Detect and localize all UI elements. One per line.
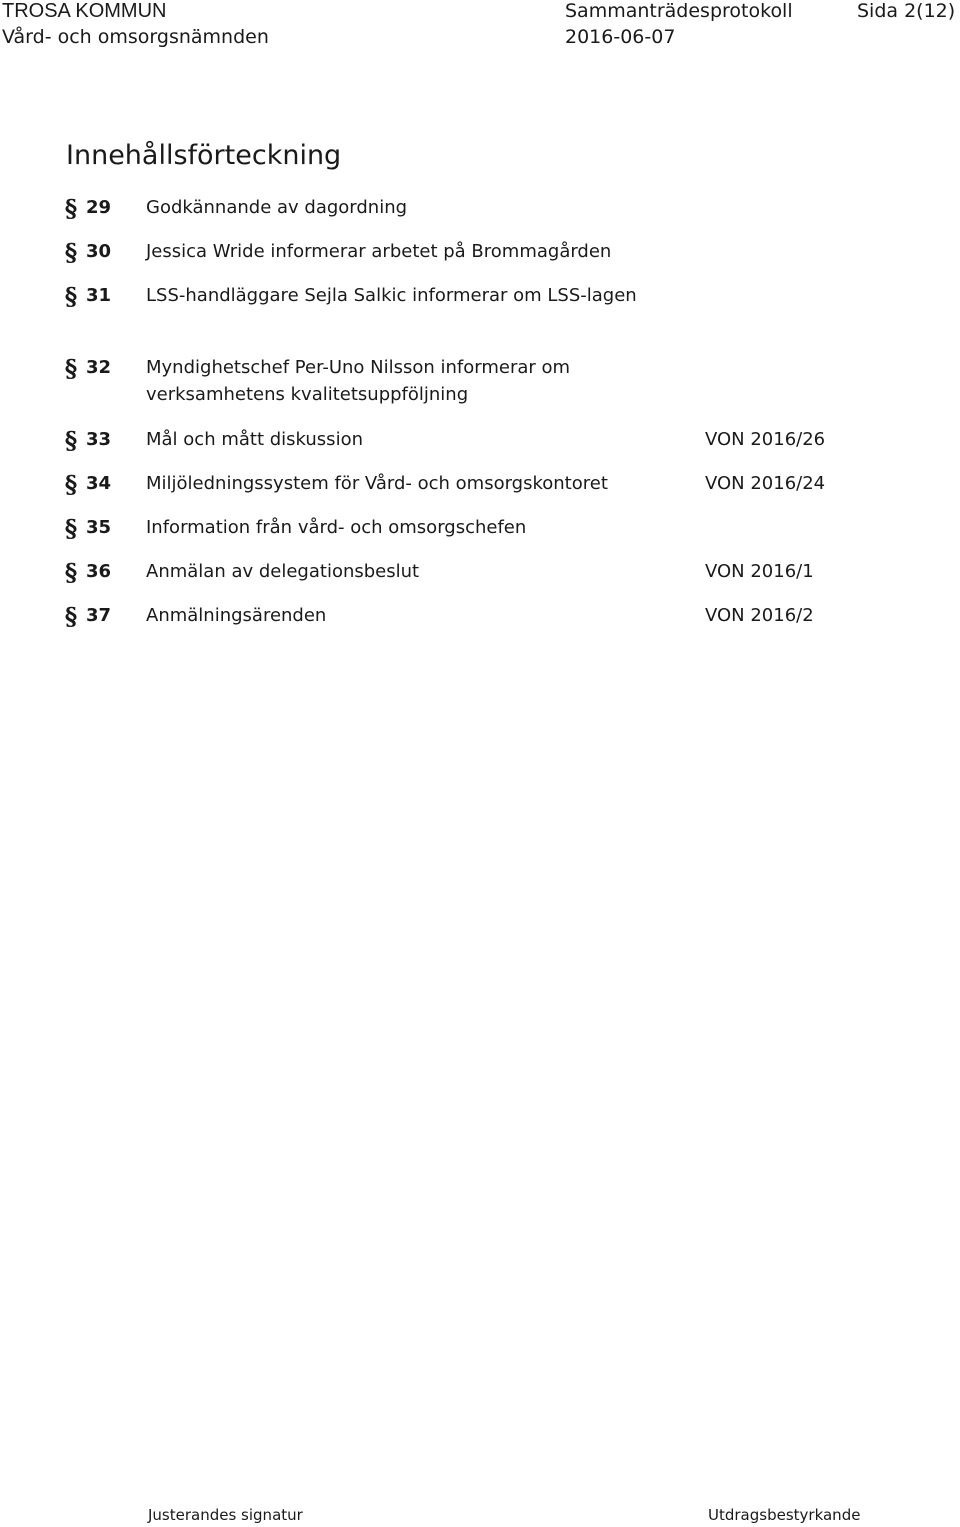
toc-item-title: Jessica Wride informerar arbetet på Brommagården xyxy=(146,241,612,262)
toc-item-ref: VON 2016/1 xyxy=(705,561,814,582)
toc-item-number: 34 xyxy=(86,473,112,494)
toc-item-number: 33 xyxy=(86,429,112,450)
toc-item-number: 30 xyxy=(86,241,112,262)
toc-item-number: 32 xyxy=(86,357,112,378)
toc-item-number: 35 xyxy=(86,517,112,538)
toc-item-title: LSS-handläggare Sejla Salkic informerar om LSS-lagen xyxy=(146,285,637,306)
toc-title: Innehållsförteckning xyxy=(66,140,342,171)
section-sign-icon: § xyxy=(64,238,78,267)
toc-item-title: Godkännande av dagordning xyxy=(146,197,408,218)
section-sign-icon: § xyxy=(64,194,78,223)
toc-item-title: Information från vård- och omsorgschefen xyxy=(146,517,527,538)
toc-item-ref: VON 2016/2 xyxy=(705,605,814,626)
toc-item-title: Myndighetschef Per-Uno Nilsson informerar om verksamhetens kvalitetsuppföljning xyxy=(146,357,571,405)
extract-certification-label: Utdragsbestyrkande xyxy=(708,1506,861,1524)
organization-name: TROSA KOMMUN xyxy=(2,0,167,22)
section-sign-icon: § xyxy=(64,282,78,311)
section-sign-icon: § xyxy=(64,354,78,383)
document-type: Sammanträdesprotokoll xyxy=(565,0,793,22)
meeting-date: 2016-06-07 xyxy=(565,26,676,48)
toc-item-title: Mål och mått diskussion xyxy=(146,429,363,450)
department-name: Vård- och omsorgsnämnden xyxy=(2,26,269,48)
section-sign-icon: § xyxy=(64,602,78,631)
toc-item-number: 37 xyxy=(86,605,112,626)
section-sign-icon: § xyxy=(64,558,78,587)
toc-item-title: Miljöledningssystem för Vård- och omsorgskontoret xyxy=(146,473,608,494)
toc-item-ref: VON 2016/26 xyxy=(705,429,826,450)
toc-item-title: Anmälningsärenden xyxy=(146,605,327,626)
section-sign-icon: § xyxy=(64,514,78,543)
toc-item-title: Anmälan av delegationsbeslut xyxy=(146,561,420,582)
signature-label: Justerandes signatur xyxy=(148,1506,303,1524)
toc-item-number: 29 xyxy=(86,197,112,218)
page-number: Sida 2(12) xyxy=(857,0,956,22)
section-sign-icon: § xyxy=(64,470,78,499)
toc-item-number: 31 xyxy=(86,285,112,306)
toc-item-number: 36 xyxy=(86,561,112,582)
section-sign-icon: § xyxy=(64,426,78,455)
toc-item-ref: VON 2016/24 xyxy=(705,473,826,494)
